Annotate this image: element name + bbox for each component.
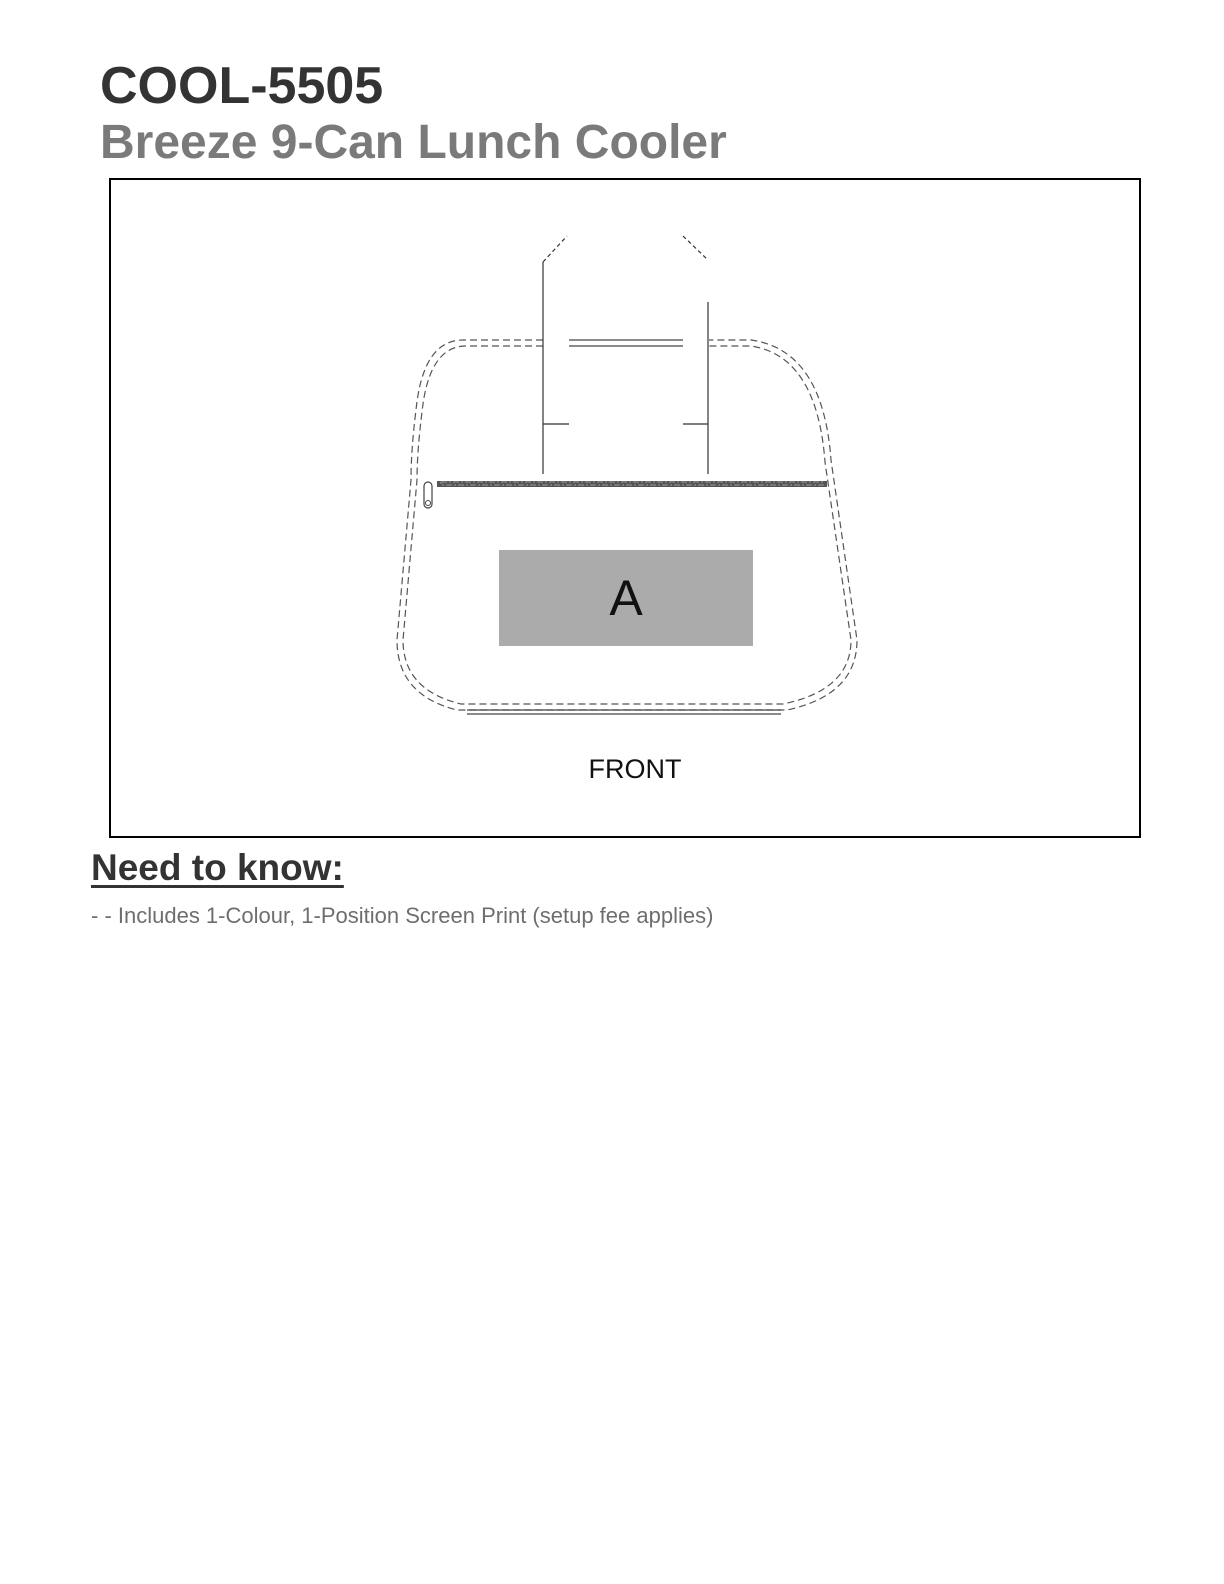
view-label: FRONT	[588, 754, 682, 784]
product-code: COOL-5505	[100, 57, 384, 115]
product-name: Breeze 9-Can Lunch Cooler	[100, 116, 727, 169]
cooler-front-line-drawing	[111, 180, 1139, 836]
bag-outline-outer	[397, 340, 857, 710]
product-drawing-frame	[109, 178, 1141, 838]
imprint-area-a: A	[499, 550, 753, 646]
zipper-pull-icon	[424, 482, 432, 508]
need-to-know-item: - - Includes 1-Colour, 1-Position Screen Print (setup fee applies)	[91, 903, 714, 928]
need-to-know-heading: Need to know:	[91, 847, 344, 888]
zipper	[424, 481, 827, 508]
bag-outline-inner	[403, 346, 851, 704]
